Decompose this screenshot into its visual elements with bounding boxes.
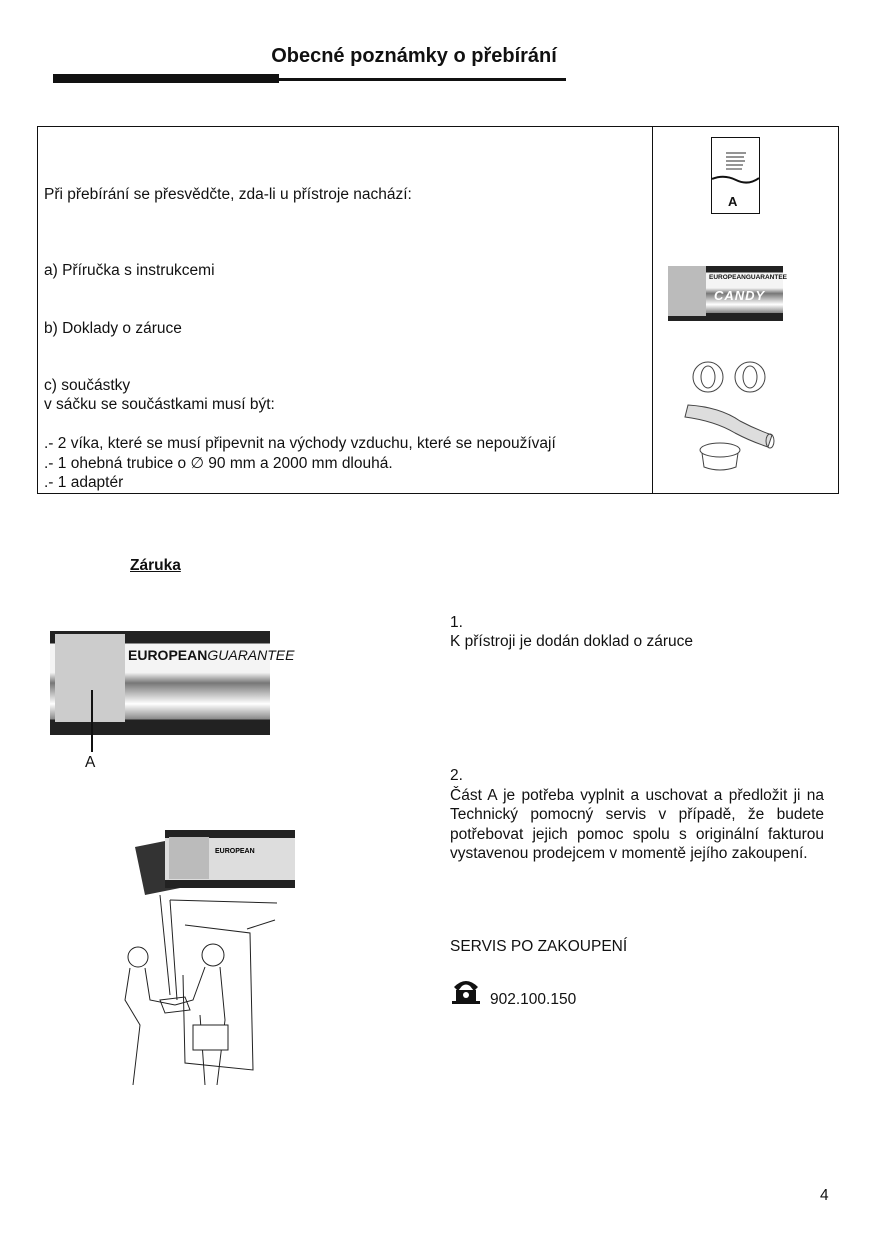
part-item: .- 2 víka, které se musí připevnit na východy vzduchu, které se nepoužívají [44,435,556,452]
checklist-item-b: b) Doklady o záruce [44,320,182,337]
step2-number: 2. [450,767,463,784]
service-heading: SERVIS PO ZAKOUPENÍ [450,938,628,955]
telephone-icon [450,977,482,1005]
part-item: .- 1 ohebná trubice o ∅ 90 mm a 2000 mm dlouhá. [44,455,393,472]
manual-label: A [728,194,738,209]
step1-number: 1. [450,614,463,631]
guarantee-card-image [668,266,788,321]
candy-logo: CANDY [714,288,766,303]
european-guarantee-image [50,631,295,735]
service-phone: 902.100.150 [490,991,577,1008]
part-item: .- 1 adaptér [44,474,124,491]
label-pointer-line [91,690,93,752]
parts-image [680,355,790,475]
checklist-item-c: c) součástky [44,377,131,394]
checklist-intro: Při přebírání se přesvědčte, zda-li u přístroje nachází: [44,186,412,203]
part-a-label: A [85,754,96,771]
svg-text:EUROPEAN: EUROPEAN [215,848,255,855]
step2-text: Část A je potřeba vyplnit a uschovat a předložit ji na Technický pomocný servis v případě, že budete potřebovat jejich pomoc spolu s originální fakturou vystavenou prodejcem v momentě jejího zakoupení. [450,787,824,863]
title-rule-thin [278,78,566,81]
banner-brand-light: GUARANTEE [207,647,295,663]
page-title: Obecné poznámky o přebírání [271,45,557,67]
warranty-heading: Záruka [130,557,181,574]
table-divider [652,126,653,493]
step1-text: K přístroji je dodán doklad o záruce [450,633,693,650]
banner-brand-bold: EUROPEAN [128,647,208,663]
manual-image [711,137,760,214]
checklist-item-a: a) Příručka s instrukcemi [44,262,215,279]
guarantee-brand-text: EUROPEANGUARANTEE [709,274,788,281]
title-rule-thick [53,74,279,83]
page-number: 4 [820,1187,829,1204]
handover-illustration [105,825,305,1090]
bag-intro: v sáčku se součástkami musí být: [44,396,275,413]
